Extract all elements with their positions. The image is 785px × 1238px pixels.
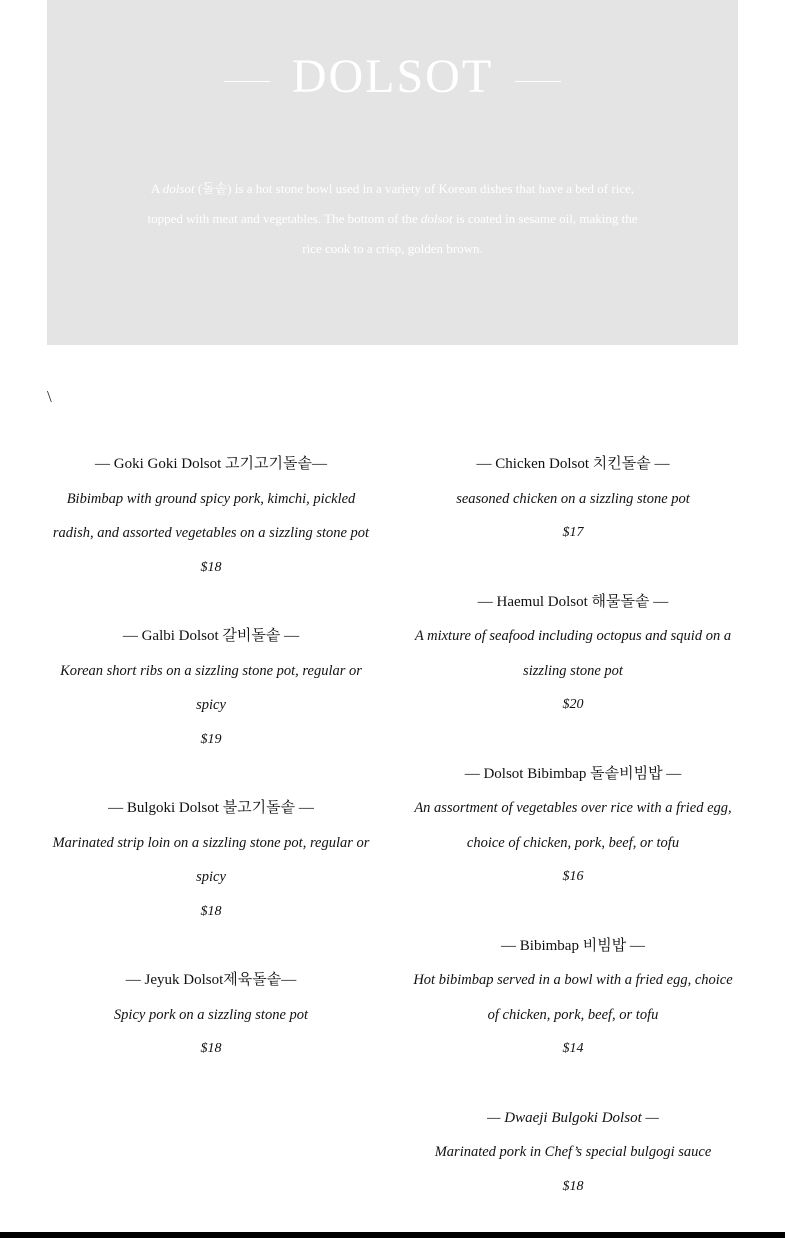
- menu-item: [408, 757, 738, 895]
- title-right-rule: [515, 81, 561, 82]
- menu-item-price: $18: [200, 559, 222, 575]
- menu-item-price: $18: [562, 1178, 584, 1194]
- menu-item-name: — Dolsot Bibimbap 돌솥비빔밥 —: [464, 765, 682, 782]
- menu-item: [408, 447, 738, 551]
- menu-item-name: — Chicken Dolsot 치킨돌솥 —: [476, 456, 670, 472]
- title-left-rule: [224, 81, 270, 82]
- menu-item-description: Hot bibimbap served in a bowl with a fried egg, choice of chicken, pork, beef, or tofu: [413, 972, 733, 1023]
- menu-item: [46, 791, 376, 929]
- menu-item: [46, 963, 376, 1067]
- hero-description-dolsot-2: dolsot: [420, 211, 453, 226]
- hero-description-part-1: A: [150, 181, 163, 196]
- menu-item-name: — Haemul Dolsot 해물돌솥 —: [477, 593, 669, 610]
- menu-column-right: [408, 447, 738, 1238]
- menu-item: [46, 619, 376, 757]
- menu-item-name: — Jeyuk Dolsot제육돌솥—: [125, 972, 297, 988]
- menu-column-left: [46, 447, 376, 1101]
- hero-description-dolsot-1: dolsot: [162, 181, 195, 196]
- menu-item: [408, 1101, 738, 1205]
- menu-item-description: Korean short ribs on a sizzling stone pot, regular or spicy: [60, 662, 362, 713]
- page-title: DOLSOT: [291, 50, 494, 103]
- hero-title-row: [47, 42, 738, 112]
- hero-description-part-2: (돌솥) is a hot stone bowl used in a variety of Korean dishes that have a bed of rice, topped with meat and vegetables. The bottom of the: [147, 181, 635, 226]
- menu-item-price: $17: [562, 525, 584, 540]
- menu-item-price: $19: [200, 731, 222, 747]
- menu-item-description: An assortment of vegetables over rice with a fried egg, choice of chicken, pork, beef, or tofu: [414, 800, 732, 851]
- stray-backslash-text: \: [47, 387, 52, 406]
- menu-item-price: $20: [562, 697, 584, 712]
- menu-item: [408, 585, 738, 723]
- menu-item-description: seasoned chicken on a sizzling stone pot: [456, 490, 690, 507]
- menu-item-description: Spicy pork on a sizzling stone pot: [113, 1006, 309, 1023]
- menu-item-description: A mixture of seafood including octopus and squid on a sizzling stone pot: [414, 628, 732, 679]
- menu-item-name: — Goki Goki Dolsot 고기고기돌솥—: [95, 456, 327, 472]
- hero-description-part-3: is coated in sesame oil, making the rice cook to a crisp, golden brown.: [302, 211, 638, 256]
- menu-item-description: Bibimbap with ground spicy pork, kimchi, pickled radish, and assorted vegetables on a sizzling stone pot: [52, 490, 370, 541]
- menu-item-price: $16: [562, 869, 584, 884]
- menu-item: [46, 447, 376, 585]
- footer-bar: [0, 1232, 785, 1238]
- menu-item-price: $18: [200, 903, 222, 919]
- menu-item-price: $18: [200, 1041, 222, 1056]
- menu-item-price: $14: [562, 1041, 584, 1056]
- menu-item: [408, 929, 738, 1067]
- menu-item-name: — Dwaeji Bulgoki Dolsot —: [487, 1109, 659, 1126]
- menu-item-description: Marinated strip loin on a sizzling stone pot, regular or spicy: [52, 834, 370, 885]
- menu-item-name: — Galbi Dolsot 갈비돌솥 —: [122, 628, 300, 644]
- menu-item-name: — Bibimbap 비빔밥 —: [501, 937, 645, 954]
- hero-banner: [47, 0, 738, 345]
- menu-item-description: Marinated pork in Chef’s special bulgogi sauce: [434, 1144, 712, 1160]
- menu-item-name: — Bulgoki Dolsot 불고기돌솥 —: [108, 800, 314, 816]
- hero-description: [147, 174, 638, 264]
